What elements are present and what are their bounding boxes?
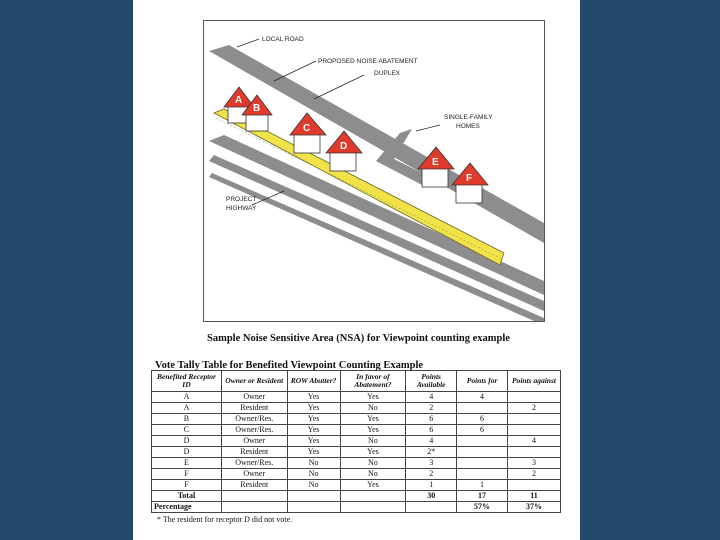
table-row (152, 436, 561, 447)
label-highway: HIGHWAY (226, 205, 257, 212)
cell: 2 (406, 403, 457, 414)
table-row (152, 480, 561, 491)
cell: 2 (507, 469, 560, 480)
house-label-f: F (466, 173, 473, 184)
label-proposed-abatement: PROPOSED NOISE ABATEMENT (318, 58, 418, 65)
cell (457, 469, 508, 480)
total-against: 11 (507, 491, 560, 502)
cell: A (152, 392, 222, 403)
label-single-family: SINGLE-FAMILY (444, 114, 493, 121)
cell: Owner (221, 469, 287, 480)
header-in-favor: In favor of Abatement? (340, 371, 406, 392)
vote-tally-table (151, 370, 561, 513)
cell (287, 502, 340, 513)
table-row (152, 447, 561, 458)
figure-caption: Sample Noise Sensitive Area (NSA) for Viewpoint counting example (207, 333, 510, 344)
total-label: Total (152, 491, 222, 502)
cell: 3 (507, 458, 560, 469)
total-for: 17 (457, 491, 508, 502)
cell (507, 447, 560, 458)
cell: Resident (221, 480, 287, 491)
cell (507, 392, 560, 403)
nsa-diagram (204, 21, 544, 321)
cell: No (287, 480, 340, 491)
percentage-row (152, 502, 561, 513)
cell: Owner/Res. (221, 458, 287, 469)
cell: 6 (406, 414, 457, 425)
cell: D (152, 436, 222, 447)
table-row (152, 392, 561, 403)
cell: Owner (221, 436, 287, 447)
cell: No (340, 436, 406, 447)
cell (340, 491, 406, 502)
highway-lane-1 (209, 135, 544, 295)
header-points-available: Points Available (406, 371, 457, 392)
cell: Yes (287, 447, 340, 458)
total-available: 30 (406, 491, 457, 502)
cell: 6 (457, 414, 508, 425)
percentage-for: 57% (457, 502, 508, 513)
cell: B (152, 414, 222, 425)
cell (340, 502, 406, 513)
cell: 4 (406, 392, 457, 403)
table-row (152, 469, 561, 480)
table-footnote: * The resident for receptor D did not vote. (157, 515, 293, 524)
cell: 2 (406, 469, 457, 480)
house-label-a: A (235, 95, 243, 106)
cell (457, 447, 508, 458)
cell: No (340, 458, 406, 469)
cell (221, 491, 287, 502)
highway-lane-2 (209, 155, 544, 311)
cell: C (152, 425, 222, 436)
cell: 4 (406, 436, 457, 447)
cell: Yes (340, 447, 406, 458)
cell: Yes (340, 414, 406, 425)
total-row (152, 491, 561, 502)
cell: Yes (287, 425, 340, 436)
cell: Owner/Res. (221, 414, 287, 425)
cell (457, 403, 508, 414)
header-row-abutter: ROW Abutter? (287, 371, 340, 392)
cell: Owner/Res. (221, 425, 287, 436)
cell: F (152, 469, 222, 480)
cell: No (287, 469, 340, 480)
cell: 1 (406, 480, 457, 491)
house-label-b: B (253, 103, 261, 114)
label-homes: HOMES (456, 123, 480, 130)
cell (507, 425, 560, 436)
cell: 3 (406, 458, 457, 469)
cell: 1 (457, 480, 508, 491)
cell: Yes (287, 414, 340, 425)
table-row (152, 458, 561, 469)
cell: Yes (287, 436, 340, 447)
percentage-against: 37% (507, 502, 560, 513)
house-d (326, 131, 362, 171)
house-c (290, 113, 326, 153)
house-label-e: E (432, 157, 439, 168)
cell: A (152, 403, 222, 414)
house-label-c: C (303, 123, 311, 134)
table-row (152, 414, 561, 425)
cell: Yes (287, 392, 340, 403)
cell: No (340, 469, 406, 480)
cell (221, 502, 287, 513)
cell (507, 480, 560, 491)
cell (507, 414, 560, 425)
house-label-d: D (340, 141, 348, 152)
cell: Yes (340, 480, 406, 491)
table-title: Vote Tally Table for Benefited Viewpoint Counting Example (155, 360, 424, 371)
cell: 4 (507, 436, 560, 447)
cell (287, 491, 340, 502)
cell: 4 (457, 392, 508, 403)
cell: Resident (221, 403, 287, 414)
cell (457, 436, 508, 447)
cell: 2* (406, 447, 457, 458)
table-row (152, 403, 561, 414)
cell: 6 (406, 425, 457, 436)
cell (457, 458, 508, 469)
table-row (152, 425, 561, 436)
cell: E (152, 458, 222, 469)
nsa-illustration (203, 20, 545, 322)
cell: Yes (340, 392, 406, 403)
header-points-for: Points for (457, 371, 508, 392)
cell: D (152, 447, 222, 458)
cell: 6 (457, 425, 508, 436)
header-owner: Owner or Resident (221, 371, 287, 392)
label-duplex: DUPLEX (374, 70, 401, 77)
header-receptor: Benefited Receptor ID (152, 371, 222, 392)
cell: F (152, 480, 222, 491)
cell: Owner (221, 392, 287, 403)
cell (406, 502, 457, 513)
cell: Yes (340, 425, 406, 436)
header-points-against: Points against (507, 371, 560, 392)
cell: No (340, 403, 406, 414)
cell: No (287, 458, 340, 469)
cell: Yes (287, 403, 340, 414)
cell: 2 (507, 403, 560, 414)
percentage-label: Percentage (152, 502, 222, 513)
table-header-row (152, 371, 561, 392)
label-project: PROJECT (226, 196, 257, 203)
label-local-road: LOCAL ROAD (262, 36, 304, 43)
cell: Resident (221, 447, 287, 458)
